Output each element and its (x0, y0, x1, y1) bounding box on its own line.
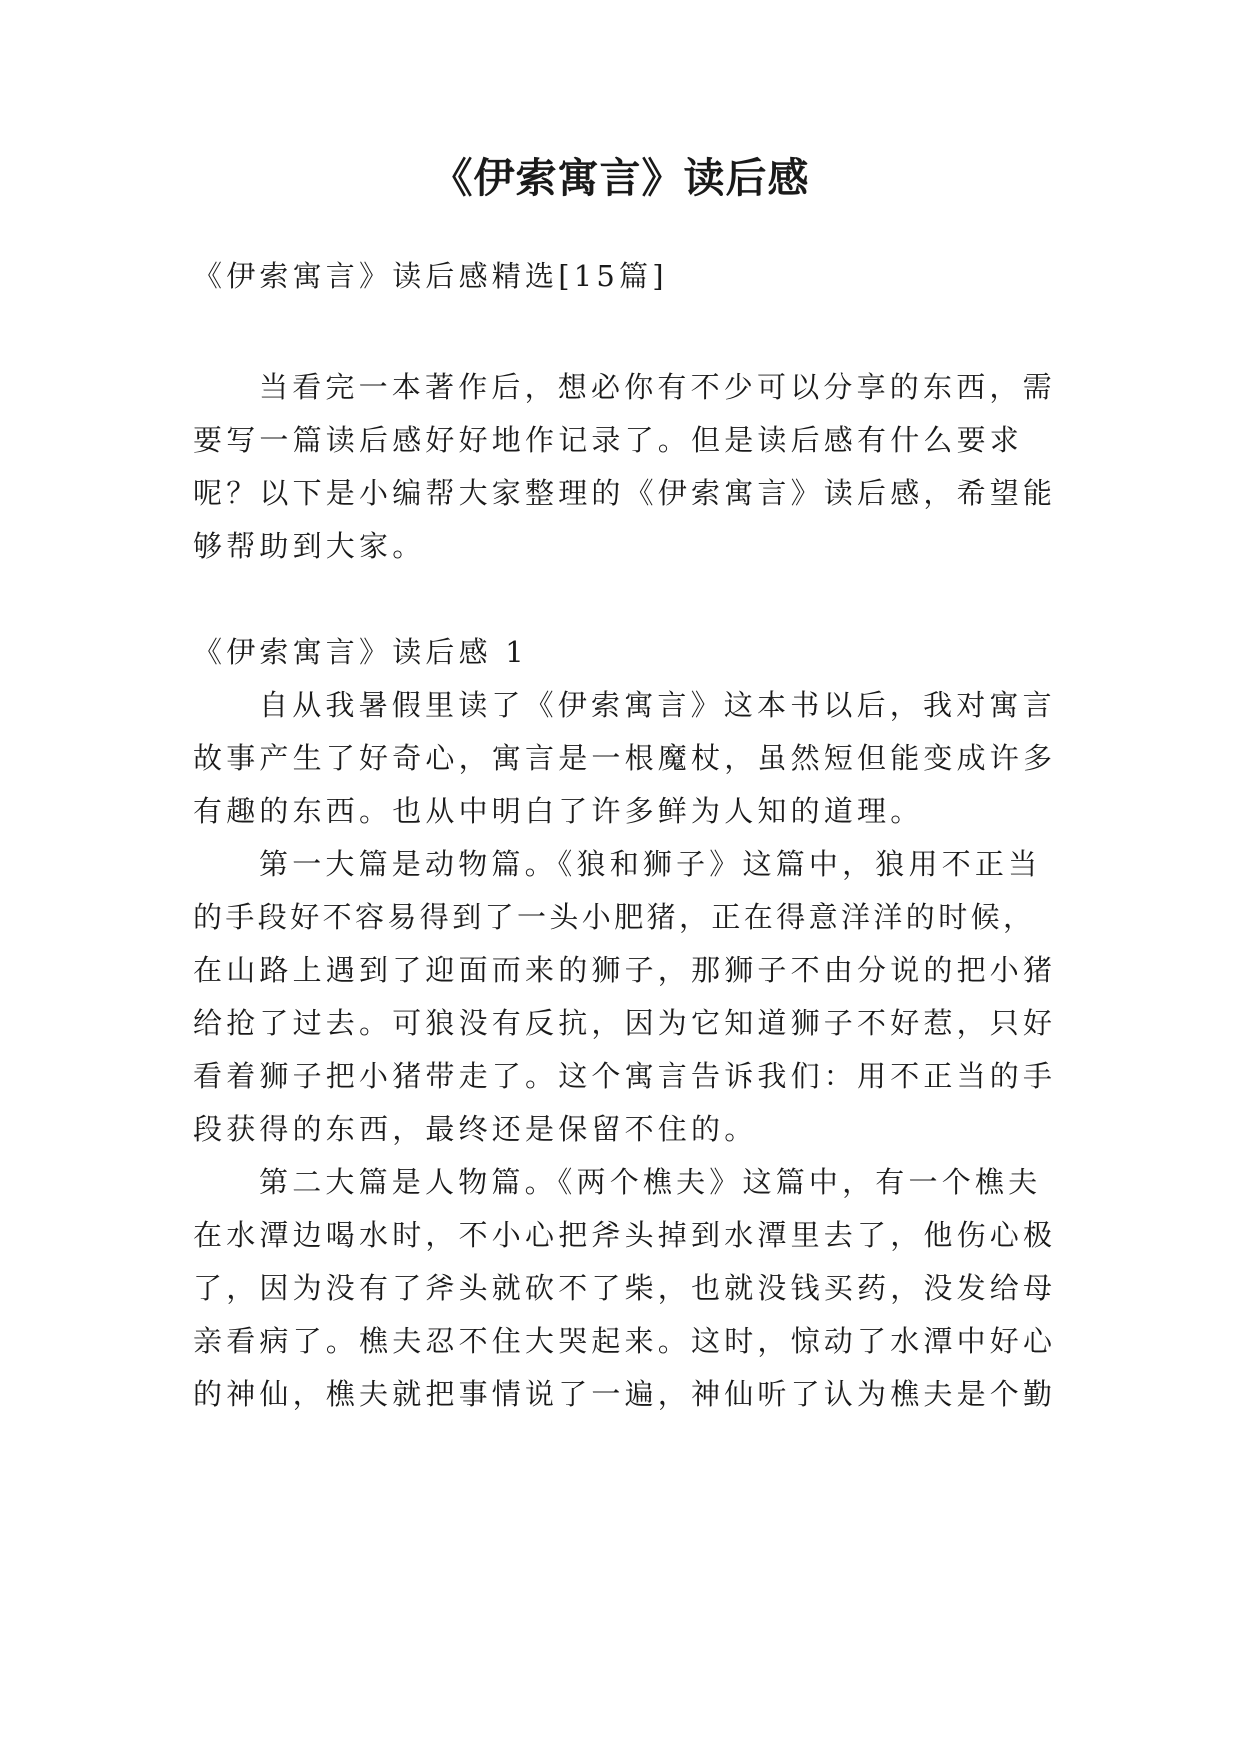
paragraph-line: 第二大篇是人物篇。《两个樵夫》这篇中，有一个樵夫 (259, 1165, 1042, 1199)
document-subtitle: 《伊索寓言》读后感精选[15篇] (193, 259, 668, 293)
paragraph-line: 第一大篇是动物篇。《狼和狮子》这篇中，狼用不正当 (259, 847, 1042, 881)
paragraph-line: 亲看病了。樵夫忍不住大哭起来。这时，惊动了水潭中好心 (193, 1324, 1057, 1358)
paragraph-line: 给抢了过去。可狼没有反抗，因为它知道狮子不好惹，只好 (193, 1006, 1057, 1040)
intro-line: 够帮助到大家。 (193, 529, 426, 563)
paragraph-line: 在水潭边喝水时，不小心把斧头掉到水潭里去了，他伤心极 (193, 1218, 1057, 1252)
intro-line: 呢？以下是小编帮大家整理的《伊索寓言》读后感，希望能 (193, 476, 1057, 510)
paragraph-line: 了，因为没有了斧头就砍不了柴，也就没钱买药，没发给母 (193, 1271, 1057, 1305)
paragraph-line: 在山路上遇到了迎面而来的狮子，那狮子不由分说的把小猪 (193, 953, 1057, 987)
paragraph-line: 自从我暑假里读了《伊索寓言》这本书以后，我对寓言 (259, 688, 1056, 722)
paragraph-line: 故事产生了好奇心，寓言是一根魔杖，虽然短但能变成许多 (193, 741, 1057, 775)
intro-line: 当看完一本著作后，想必你有不少可以分享的东西，需 (259, 370, 1056, 404)
document-title: 《伊索寓言》读后感 (431, 154, 810, 202)
paragraph-line: 有趣的东西。也从中明白了许多鲜为人知的道理。 (193, 794, 924, 828)
paragraph-line: 的手段好不容易得到了一头小肥猪，正在得意洋洋的时候， (193, 900, 1036, 934)
paragraph-line: 看着狮子把小猪带走了。这个寓言告诉我们：用不正当的手 (193, 1059, 1057, 1093)
paragraph-line: 段获得的东西，最终还是保留不住的。 (193, 1112, 758, 1146)
intro-line: 要写一篇读后感好好地作记录了。但是读后感有什么要求 (193, 423, 1024, 457)
paragraph-line: 的神仙，樵夫就把事情说了一遍，神仙听了认为樵夫是个勤 (193, 1377, 1057, 1411)
section-heading: 《伊索寓言》读后感 1 (193, 635, 528, 669)
